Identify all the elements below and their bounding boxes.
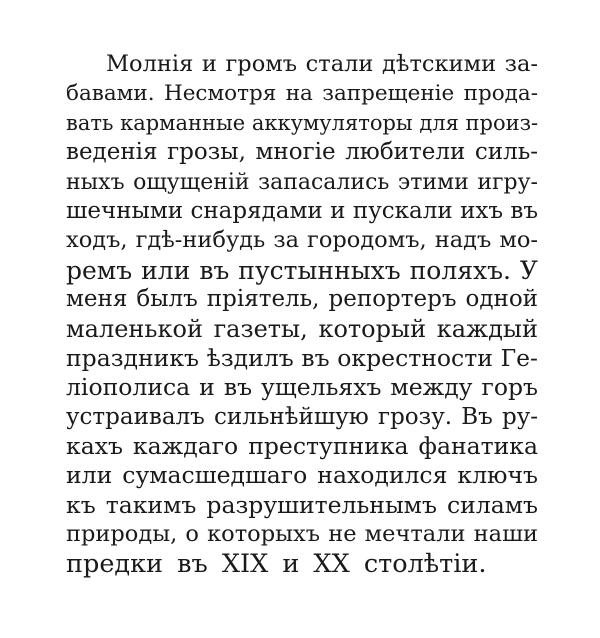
text-line-14: кахъ каждаго преступника фанатика (66, 432, 538, 461)
text-line-9: меня былъ пріятель, репортеръ одной (66, 286, 538, 313)
text-line-16: къ такимъ разрушительнымъ силамъ (66, 490, 538, 519)
text-line-5: ныхъ ощущеній запасались этими игру- (66, 169, 538, 195)
text-line-3: вать карманные аккумуляторы для произ- (66, 110, 539, 135)
text-line-7: ходъ, гдѣ-нибудь за городомъ, надъ мо- (66, 227, 538, 254)
text-line-2: бавами. Несмотря на запрещеніе прода- (66, 81, 538, 107)
text-line-10: маленькой газеты, который каждый (66, 314, 538, 343)
text-line-12: ліополиса и въ ущельяхъ между горъ (66, 373, 538, 402)
text-line-1: Молнія и громъ стали дѣтскими за- (106, 51, 538, 77)
text-line-13: устраивалъ сильнѣйшую грозу. Въ ру- (66, 403, 538, 430)
text-line-6: шечными снарядами и пускали ихъ въ (66, 197, 538, 224)
body-paragraph (66, 50, 538, 579)
text-line-17: природы, о которыхъ не мечтали наши (66, 521, 538, 548)
text-line-4: веденія грозы, многіе любители силь- (66, 139, 538, 166)
text-line-11: праздникъ ѣздилъ въ окрестности Ге- (66, 343, 538, 372)
text-line-18: предки въ XIX и XX столѣтіи. (66, 548, 487, 579)
text-line-15: или сумасшедшаго находился ключъ (66, 461, 538, 490)
text-line-8: ремъ или въ пустынныхъ поляхъ. У (66, 255, 538, 285)
